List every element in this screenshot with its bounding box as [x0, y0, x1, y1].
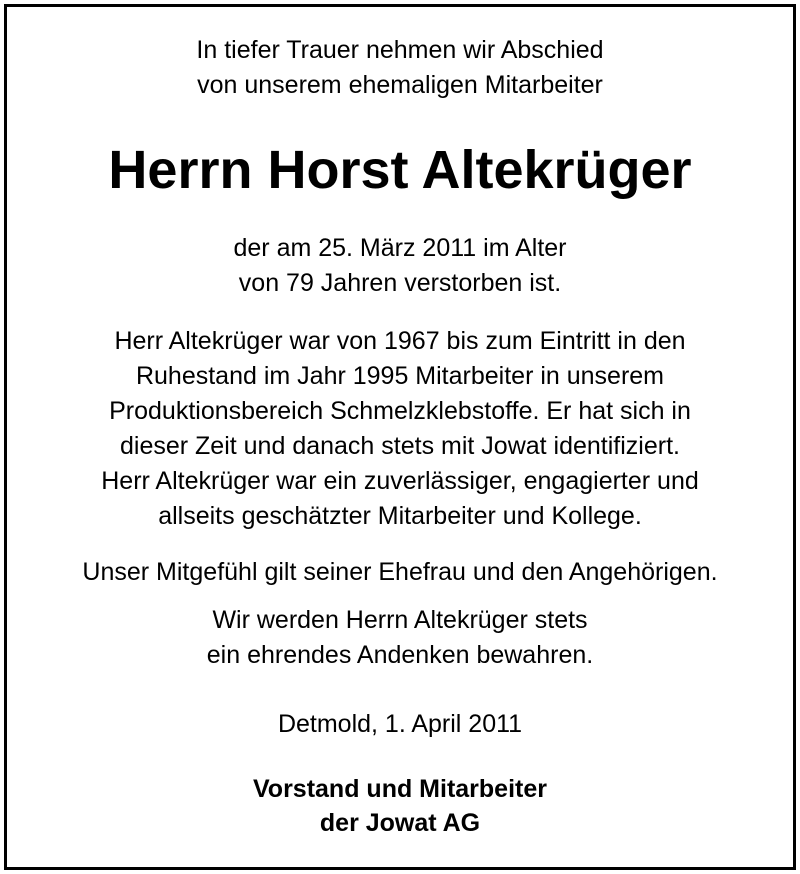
- death-line: der am 25. März 2011 im Alter: [233, 234, 567, 262]
- death-info: [7, 231, 793, 301]
- memory-line: ein ehrendes Andenken bewahren.: [206, 641, 594, 669]
- deceased-name: Herrn Horst Altekrüger: [108, 140, 692, 200]
- biography-paragraph: [7, 324, 793, 534]
- sympathy-line: Unser Mitgefühl gilt seiner Ehefrau und den Angehörigen.: [82, 558, 718, 586]
- obituary-frame: [4, 4, 796, 870]
- biography-line: allseits geschätzter Mitarbeiter und Kollege.: [158, 502, 642, 530]
- signature-line: Vorstand und Mitarbeiter: [252, 775, 547, 803]
- biography-line: Ruhestand im Jahr 1995 Mitarbeiter in unserem: [135, 362, 665, 390]
- biography-line: dieser Zeit und danach stets mit Jowat identifiziert.: [120, 432, 680, 460]
- place-and-date: [7, 707, 793, 742]
- intro-line: von unserem ehemaligen Mitarbeiter: [197, 71, 603, 99]
- place-date-line: Detmold, 1. April 2011: [277, 710, 523, 738]
- signature-block: [7, 772, 793, 840]
- intro-text: [7, 33, 793, 103]
- death-line: von 79 Jahren verstorben ist.: [238, 269, 562, 297]
- biography-line: Herr Altekrüger war ein zuverlässiger, engagierter und: [101, 467, 699, 495]
- memory-text: [7, 603, 793, 673]
- memory-line: Wir werden Herrn Altekrüger stets: [212, 606, 588, 634]
- biography-line: Herr Altekrüger war von 1967 bis zum Eintritt in den: [114, 327, 686, 355]
- sympathy-text: [7, 555, 793, 590]
- signature-line: der Jowat AG: [319, 809, 481, 837]
- biography-line: Produktionsbereich Schmelzklebstoffe. Er hat sich in: [109, 397, 691, 425]
- intro-line: In tiefer Trauer nehmen wir Abschied: [196, 36, 604, 64]
